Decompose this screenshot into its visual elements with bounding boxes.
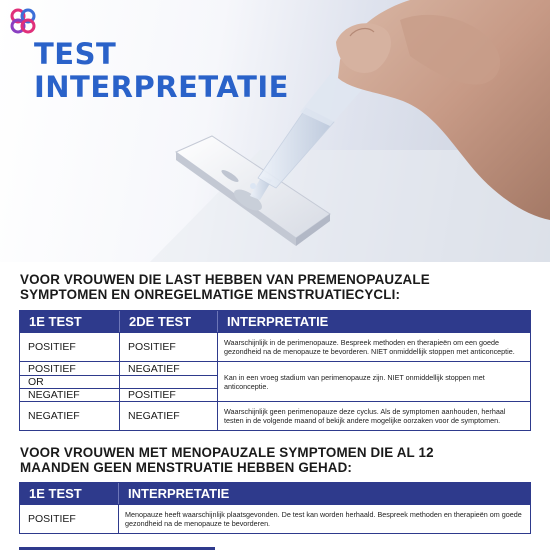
row2-test1-stack [20, 362, 120, 401]
table-row [20, 332, 530, 361]
row2-b-test2: POSITIEF [120, 388, 217, 401]
row1-test1: POSITIEF [20, 333, 120, 361]
row1-interpretation: Waarschijnlijk in de perimenopauze. Bespreek methoden en therapieën om een goede gezondheid na de menopauze te bevorderen. NIET onmiddellijk stoppen met anticonceptie. [224, 338, 515, 356]
hero-banner [0, 0, 550, 262]
four-circle-logo-icon [8, 6, 38, 36]
header-1e-test: 1E TEST [20, 483, 119, 504]
page-title [34, 38, 289, 104]
header-interpretatie: INTERPRETATIE [227, 314, 329, 329]
header-1e-test: 1E TEST [20, 311, 120, 332]
row3-test1: NEGATIEF [20, 402, 120, 430]
section-1-heading-line-1: VOOR VROUWEN DIE LAST HEBBEN VAN PREMENOPAUZALE [20, 272, 430, 287]
s2-row1-interpretation: Menopauze heeft waarschijnlijk plaatsgevonden. De test kan worden herhaald. Bespreek methoden en therapieën om goede gezondheid na de menopauze te bevorderen. [125, 510, 522, 528]
section-2-heading [20, 445, 434, 475]
section-2-heading-line-1: VOOR VROUWEN MET MENOPAUZALE SYMPTOMEN DIE AL 12 [20, 445, 434, 460]
s2-row1-test1: POSITIEF [20, 505, 119, 533]
table-row [20, 361, 530, 401]
row2-interpretation: Kan in een vroeg stadium van perimenopauze zijn. NIET onmiddellijk stoppen met anticonceptie. [224, 372, 485, 391]
header-2de-test: 2DE TEST [120, 311, 218, 332]
title-line-1: TEST [34, 37, 117, 71]
table-header-row [20, 311, 530, 332]
row2-b-test1: NEGATIEF [20, 388, 119, 401]
row2-or: OR [20, 375, 119, 388]
section-1-heading-line-2: SYMPTOMEN EN ONREGELMATIGE MENSTRUATIECYCLI: [20, 287, 401, 302]
title-line-2: INTERPRETATIE [34, 70, 289, 104]
row3-interpretation: Waarschijnlijk geen perimenopauze deze cyclus. Als de symptomen aanhouden, herhaal testen in de volgende maand of bekijk andere mogelijke oorzaken voor de symptomen. [224, 407, 506, 425]
table-row [20, 504, 530, 533]
row2-a-test1: POSITIEF [28, 362, 76, 375]
header-interpretatie: INTERPRETATIE [128, 486, 230, 501]
row1-test2: POSITIEF [120, 333, 218, 361]
menopause-table [19, 482, 531, 534]
table-row [20, 401, 530, 430]
section-1-heading [20, 272, 430, 302]
section-2-heading-line-2: MAANDEN GEEN MENSTRUATIE HEBBEN GEHAD: [20, 460, 353, 475]
row2-test2-stack [120, 362, 218, 401]
row2-a-test2: NEGATIEF [128, 362, 180, 375]
row2-empty [120, 375, 217, 388]
row3-test2: NEGATIEF [120, 402, 218, 430]
table-header-row [20, 483, 530, 504]
premenopause-table [19, 310, 531, 431]
